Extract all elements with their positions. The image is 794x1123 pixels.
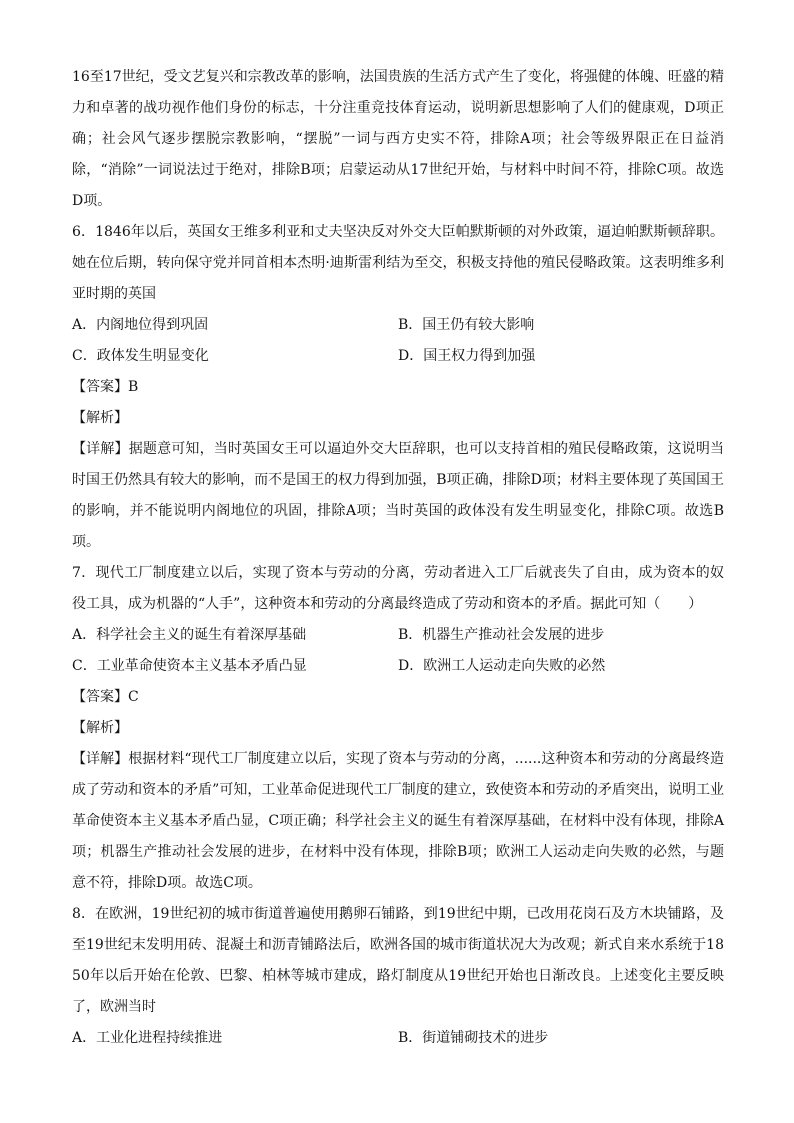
option-b: B．机器生产推动社会发展的进步 [398,627,605,643]
analysis-detail: 【详解】据题意可知，当时英国女王可以逼迫外交大臣辞职，也可以支持首相的殖民侵略政策，这说明当时国王仍然具有较大的影响，而不是国王的权力得到加强，B项正确，排除D项；材料主要体现了英国国王的影响，并不能说明内阁地位的巩固，排除A项；当时英国的政体没有发生明显变化，排除C项。故选B项。 [72,441,724,550]
analysis-label: 【解析】 [72,410,128,426]
option-a: A．工业化进程持续推进 [72,1030,223,1046]
option-c: C．工业革命使资本主义基本矛盾凸显 [72,658,307,674]
question-8 [72,899,724,1054]
options-list [72,310,724,372]
question-stem: 6．1846年以后，英国女王维多利亚和丈夫坚决反对外交大臣帕默斯顿的对外政策，逼迫帕默斯顿辞职。她在位后期，转向保守党并同首相本杰明·迪斯雷利结为至交，积极支持他的殖民侵略政策。这表明维多利亚时期的英国 [72,224,724,302]
option-a: A．科学社会主义的诞生有着深厚基础 [72,627,307,643]
option-b: B．街道铺砌技术的进步 [398,1030,549,1046]
answer-label: 【答案】C [72,689,139,705]
option-b: B．国王仍有较大影响 [398,317,535,333]
previous-analysis-text: 16至17世纪，受文艺复兴和宗教改革的影响，法国贵族的生活方式产生了变化，将强健的体魄、旺盛的精力和卓著的战功视作他们身份的标志，十分注重竞技体育运动，说明新思想影响了人们的健康观，D项正确；社会风气逐步摆脱宗教影响，“摆脱”一词与西方史实不符，排除A项；社会等级界限正在日益消除，“消除”一词说法过于绝对，排除B项；启蒙运动从17世纪开始，与材料中时间不符，排除C项。故选D项。 [72,69,724,209]
options-list [72,620,724,682]
option-a: A．内阁地位得到巩固 [72,317,209,333]
options-list [72,1023,724,1054]
question-7 [72,558,724,899]
analysis-detail: 【详解】根据材料“现代工厂制度建立以后，实现了资本与劳动的分离，......这种资本和劳动的分离最终造成了劳动和资本的矛盾”可知，工业革命促进现代工厂制度的建立，致使资本和劳动的矛盾突出，说明工业革命使资本主义基本矛盾凸显，C项正确；科学社会主义的诞生有着深厚基础，在材料中没有体现，排除A项；机器生产推动社会发展的进步，在材料中没有体现，排除B项；欧洲工人运动走向失败的必然，与题意不符，排除D项。故选C项。 [72,751,724,891]
question-6 [72,217,724,558]
option-c: C．政体发生明显变化 [72,348,209,364]
option-d: D．国王权力得到加强 [398,348,536,364]
question-stem: 8．在欧洲，19世纪初的城市街道普遍使用鹅卵石铺路，到19世纪中期，已改用花岗石及方木块铺路，及至19世纪末发明用砖、混凝土和沥青铺路法后，欧洲各国的城市街道状况大为改观；新式自来水系统于1850年以后开始在伦敦、巴黎、柏林等城市建成，路灯制度从19世纪开始也日渐改良。上述变化主要反映了，欧洲当时 [72,906,724,1015]
answer-label: 【答案】B [72,379,139,395]
option-d: D．欧洲工人运动走向失败的必然 [398,658,606,674]
analysis-label: 【解析】 [72,720,128,736]
question-stem: 7．现代工厂制度建立以后，实现了资本与劳动的分离，劳动者进入工厂后就丧失了自由，成为资本的奴役工具，成为机器的“人手”，这种资本和劳动的分离最终造成了劳动和资本的矛盾。据此可知（ ） [72,565,724,612]
